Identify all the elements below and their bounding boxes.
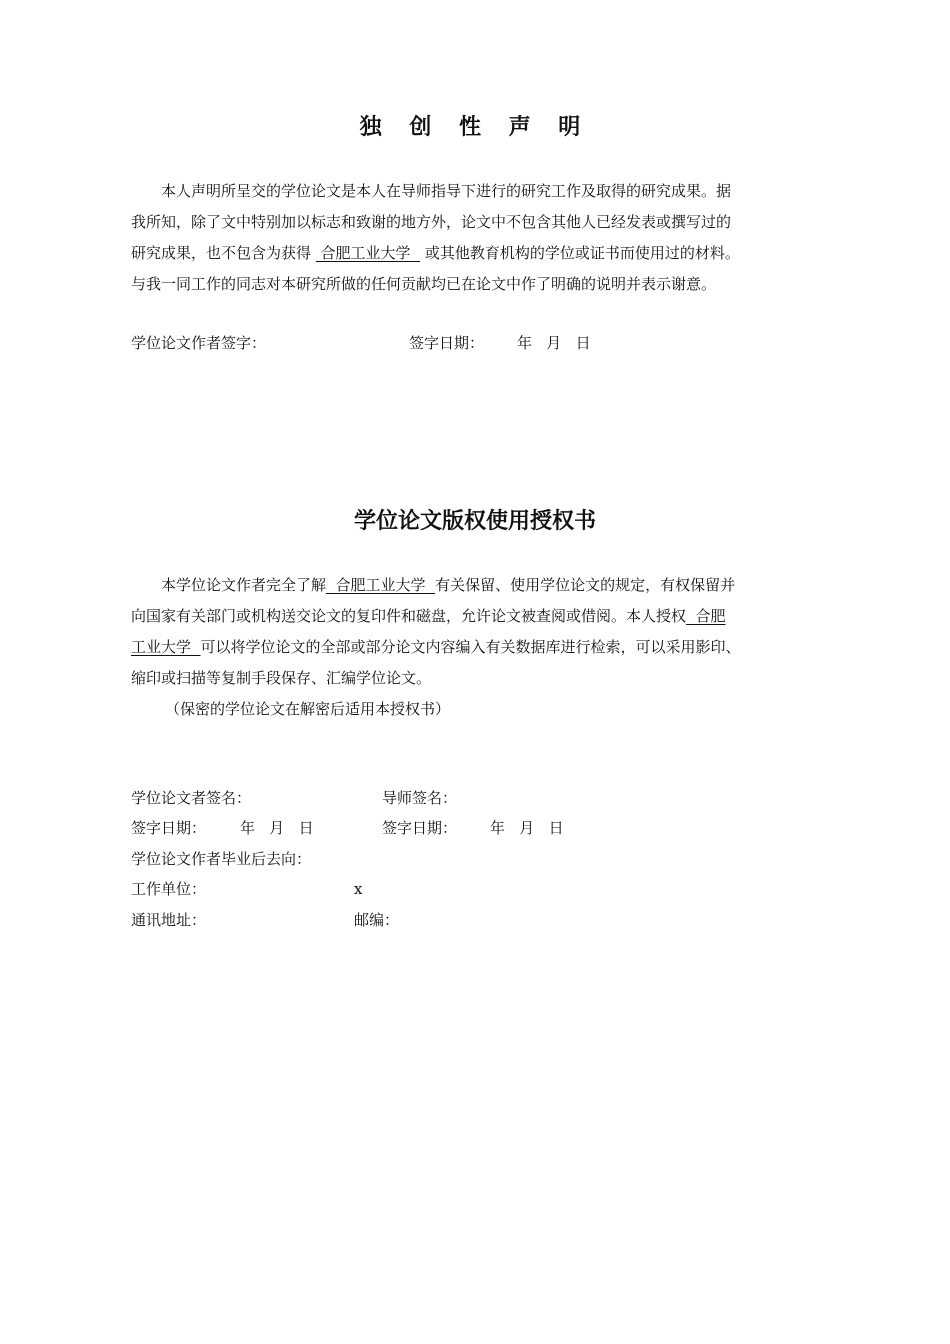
postcode-label: 邮编： <box>354 911 400 929</box>
authorization-note: （保密的学位论文在解密后适用本授权书） <box>165 700 451 718</box>
workplace-value: x <box>354 880 363 898</box>
authorization-paragraph <box>131 570 849 725</box>
authorization-date-blank-2: 年 月 日 <box>490 819 564 837</box>
university-name-underlined: 合肥 <box>686 607 726 625</box>
authorization-line-4: 缩印或扫描等复制手段保存、汇编学位论文。 <box>131 669 432 687</box>
authorization-line-1-end: 有关保留、使用学位论文的规定，有权保留并 <box>435 576 736 594</box>
university-name-underlined: 合肥工业大学 <box>315 244 421 262</box>
declaration-line-3-end: 或其他教育机构的学位或证书而使用过的材料。 <box>420 244 740 262</box>
authorization-line-3 <box>131 632 849 663</box>
declaration-line-3-start: 研究成果，也不包含为获得 <box>131 244 316 262</box>
declaration-paragraph <box>131 176 849 300</box>
authorization-author-sign-label: 学位论文者签名： <box>131 789 252 807</box>
authorization-title: 学位论文版权使用授权书 <box>353 509 596 534</box>
authorization-line-2 <box>131 601 849 632</box>
declaration-author-sign-label: 学位论文作者签字： <box>131 334 267 352</box>
university-name-underlined: 工业大学 <box>131 638 201 656</box>
declaration-line-4: 与我一同工作的同志对本研究所做的任何贡献均已在论文中作了明确的说明并表示谢意。 <box>131 275 717 293</box>
declaration-line-3 <box>131 238 849 269</box>
advisor-sign-label: 导师签名： <box>382 789 458 807</box>
declaration-date-label: 签字日期： <box>409 334 485 352</box>
address-label: 通讯地址： <box>131 911 207 929</box>
authorization-line-3-end: 可以将学位论文的全部或部分论文内容编入有关数据库进行检索，可以采用影印、 <box>200 638 741 656</box>
authorization-date-label-1: 签字日期： <box>131 819 207 837</box>
declaration-date-blank: 年 月 日 <box>517 334 591 352</box>
graduate-destination-label: 学位论文作者毕业后去向： <box>131 850 312 868</box>
workplace-label: 工作单位： <box>131 880 207 898</box>
university-name-underlined: 合肥工业大学 <box>326 576 436 594</box>
authorization-date-blank-1: 年 月 日 <box>240 819 314 837</box>
authorization-line-2-start: 向国家有关部门或机构送交论文的复印件和磁盘，允许论文被查阅或借阅。本人授权 <box>131 607 687 625</box>
authorization-line-1 <box>131 570 849 601</box>
declaration-title: 独 创 性 声 明 <box>359 115 591 140</box>
declaration-line-2: 我所知，除了文中特别加以标志和致谢的地方外，论文中不包含其他人已经发表或撰写过的 <box>131 213 732 231</box>
authorization-line-1-start: 本学位论文作者完全了解 <box>161 576 327 594</box>
declaration-line-1: 本人声明所呈交的学位论文是本人在导师指导下进行的研究工作及取得的研究成果。据 <box>161 182 732 200</box>
authorization-date-label-2: 签字日期： <box>382 819 458 837</box>
